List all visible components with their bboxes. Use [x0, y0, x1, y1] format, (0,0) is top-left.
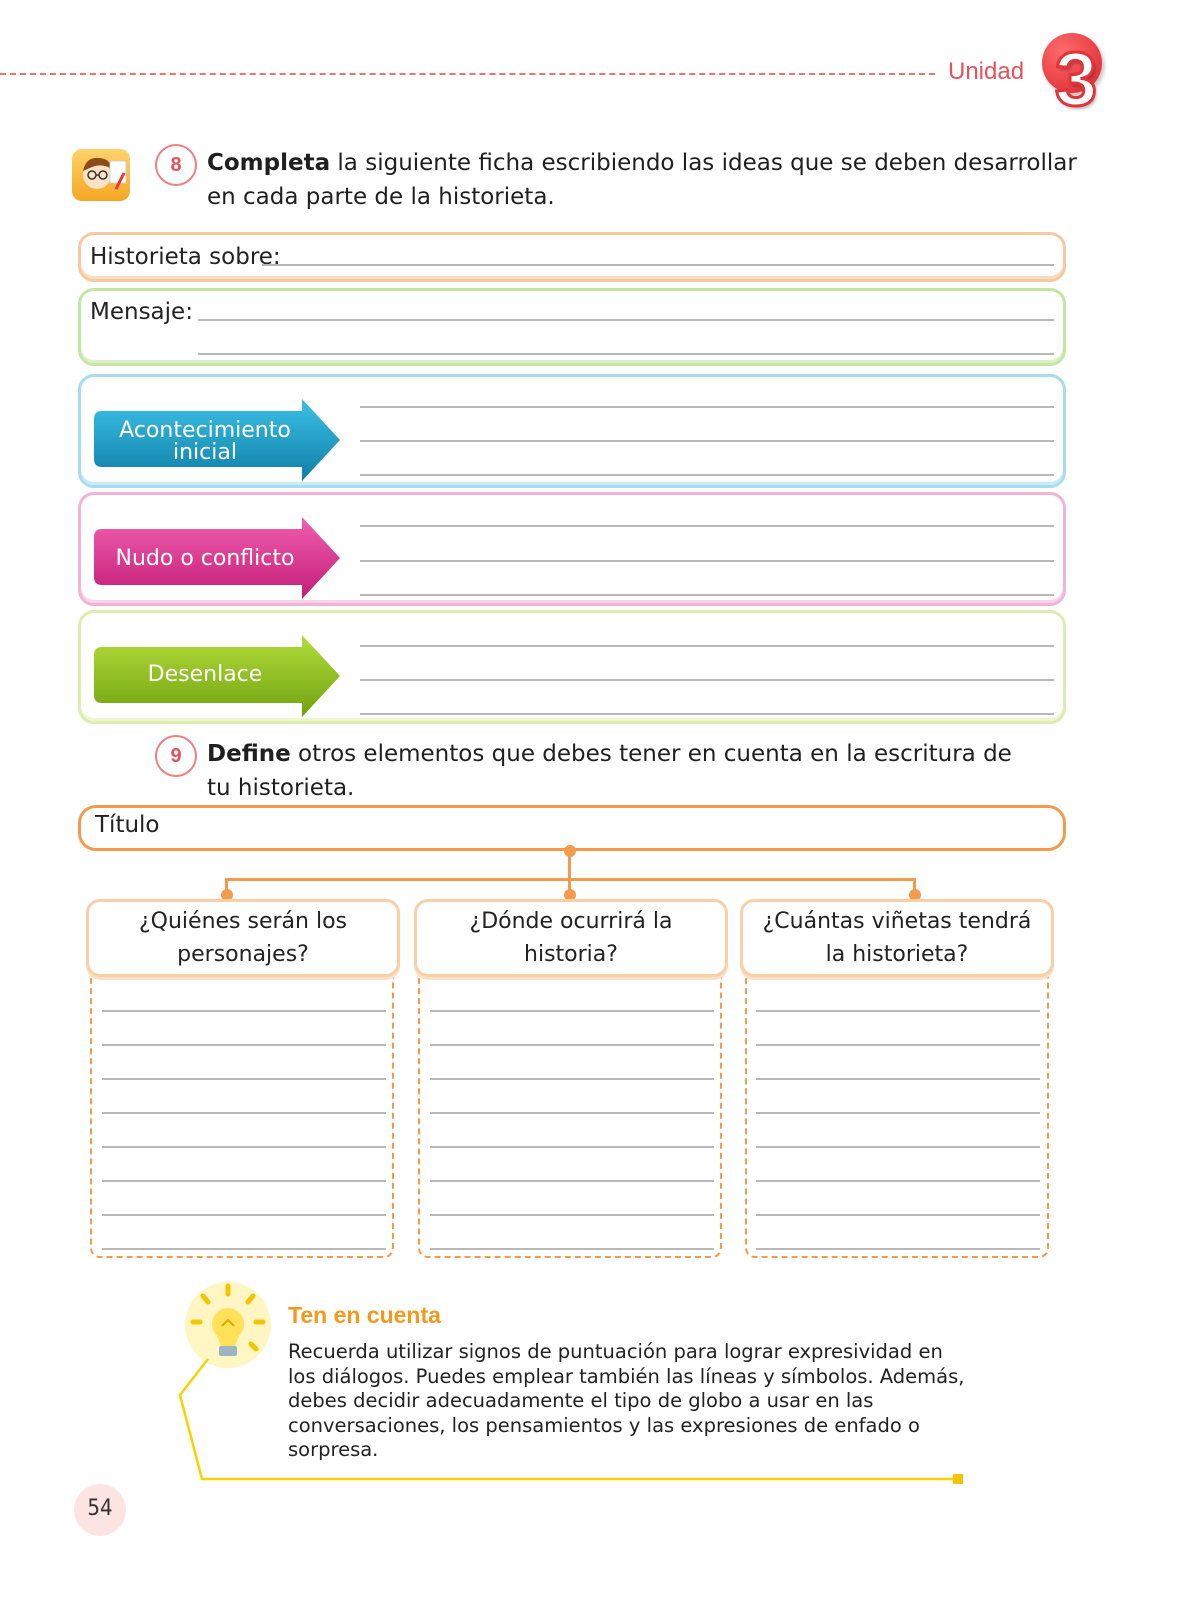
student-icon: [72, 149, 130, 201]
answer-line[interactable]: [360, 525, 1054, 527]
acontecimiento-inicial-label: [100, 420, 310, 464]
acontecimiento-line2: inicial: [173, 440, 237, 465]
question-line: ¿Dónde ocurrirá la: [469, 909, 673, 934]
answer-line[interactable]: [430, 1214, 714, 1216]
question-line: ¿Quiénes serán los: [138, 909, 347, 934]
answer-line[interactable]: [198, 353, 1054, 355]
acontecimiento-line1: Acontecimiento: [119, 418, 291, 443]
answer-line[interactable]: [360, 440, 1054, 442]
answer-line[interactable]: [430, 1078, 714, 1080]
mensaje-label: Mensaje:: [90, 299, 193, 325]
answer-line[interactable]: [430, 1180, 714, 1182]
answer-line[interactable]: [360, 679, 1054, 681]
activity-8-verb: Completa: [207, 150, 331, 176]
answer-line[interactable]: [360, 713, 1054, 715]
tip-body: Recuerda utilizar signos de puntuación para lograr expresividad en los diálogos. Puedes emplear también las líneas y símbolos. Además, debes decidir adecuadamente el tipo de globo a usar en las conversaciones, los pensamientos y las expresiones de enfado o sorpresa.: [288, 1340, 965, 1461]
answer-line[interactable]: [102, 1112, 386, 1114]
activity-9-verb: Define: [207, 741, 291, 767]
answer-line[interactable]: [360, 560, 1054, 562]
nudo-conflicto-label: Nudo o conflicto: [115, 546, 295, 571]
titulo-label: Título: [95, 812, 160, 838]
answer-line[interactable]: [756, 1078, 1040, 1080]
answer-line[interactable]: [360, 645, 1054, 647]
connector-dot: [564, 845, 576, 857]
activity-number-8: 8: [155, 144, 197, 186]
answer-line[interactable]: [102, 1044, 386, 1046]
answer-line[interactable]: [198, 319, 1054, 321]
activity-9-instruction: [207, 737, 1037, 805]
answer-line[interactable]: [430, 1010, 714, 1012]
unit-number: 3: [1054, 37, 1098, 122]
answer-line[interactable]: [756, 1044, 1040, 1046]
answer-line[interactable]: [360, 594, 1054, 596]
answer-line[interactable]: [102, 1180, 386, 1182]
desenlace-label: Desenlace: [147, 662, 263, 687]
question-line: ¿Cuántas viñetas tendrá: [762, 909, 1032, 934]
answer-line[interactable]: [102, 1248, 386, 1250]
question-lugar: [414, 899, 728, 977]
answer-line[interactable]: [756, 1112, 1040, 1114]
answer-line[interactable]: [102, 1078, 386, 1080]
tip-title: Ten en cuenta: [288, 1302, 441, 1328]
activity-9-text: otros elementos que debes tener en cuenta en la escritura de tu historieta.: [207, 741, 1012, 801]
activity-8-text: la siguiente ficha escribiendo las ideas que se deben desarrollar en cada parte de la historieta.: [207, 150, 1077, 210]
answer-line[interactable]: [756, 1214, 1040, 1216]
answer-line[interactable]: [262, 264, 1054, 266]
question-vinetas: [740, 899, 1054, 977]
answer-line[interactable]: [756, 1180, 1040, 1182]
question-line: la historieta?: [825, 942, 969, 967]
page-number: 54: [87, 1496, 113, 1521]
answer-line[interactable]: [430, 1044, 714, 1046]
titulo-field[interactable]: [78, 805, 1066, 851]
header-dashed-line: [0, 73, 935, 75]
answer-line[interactable]: [756, 1248, 1040, 1250]
historieta-sobre-label: Historieta sobre:: [90, 244, 281, 270]
activity-8-instruction: [207, 146, 1077, 214]
question-line: personajes?: [177, 942, 309, 967]
question-personajes: [86, 899, 400, 977]
answer-line[interactable]: [102, 1146, 386, 1148]
answer-line[interactable]: [430, 1248, 714, 1250]
question-line: historia?: [524, 942, 618, 967]
answer-line[interactable]: [102, 1214, 386, 1216]
answer-line[interactable]: [430, 1146, 714, 1148]
answer-line[interactable]: [756, 1146, 1040, 1148]
answer-line[interactable]: [430, 1112, 714, 1114]
unit-label: Unidad: [948, 58, 1025, 85]
answer-line[interactable]: [756, 1010, 1040, 1012]
answer-line[interactable]: [102, 1010, 386, 1012]
answer-line[interactable]: [360, 406, 1054, 408]
answer-line[interactable]: [360, 474, 1054, 476]
activity-number-9: 9: [155, 735, 197, 777]
